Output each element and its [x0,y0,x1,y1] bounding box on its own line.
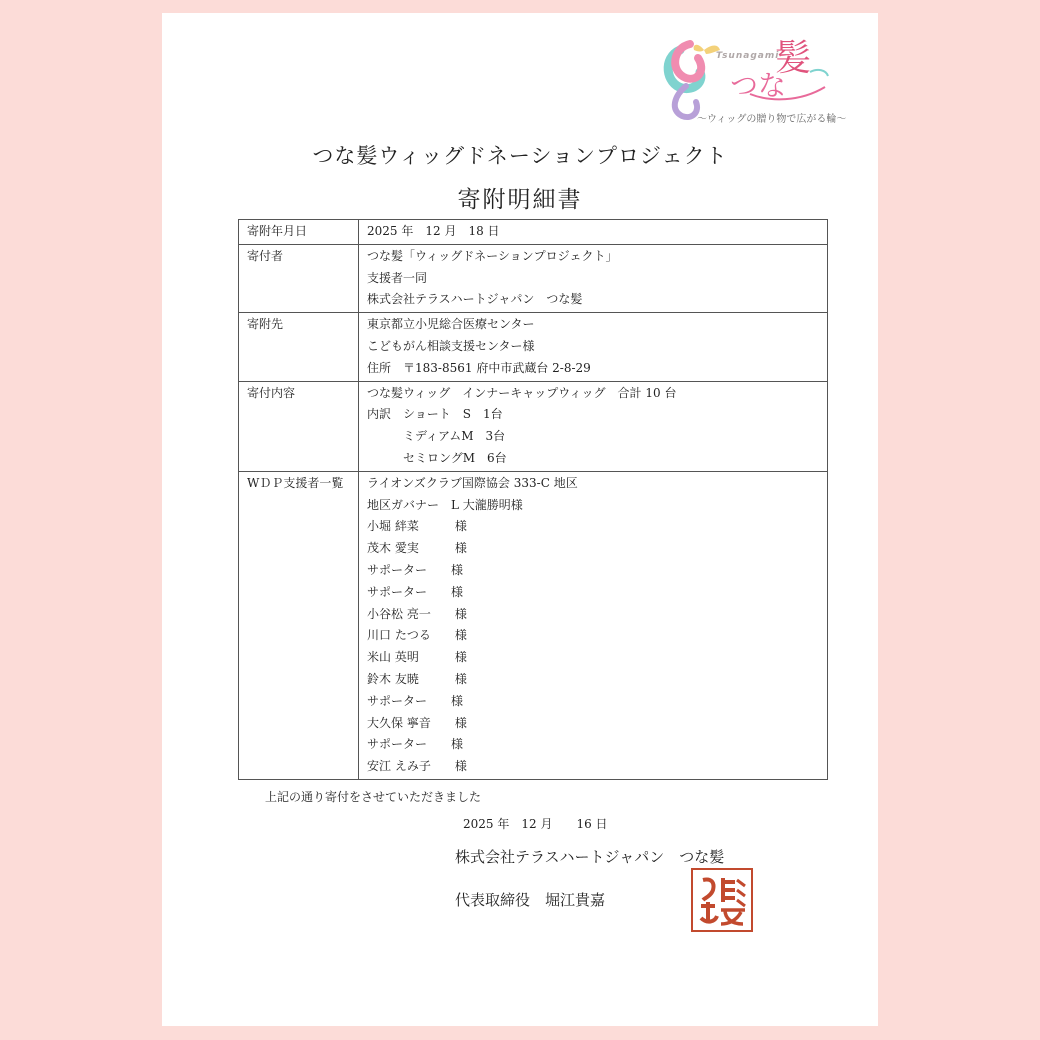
row-value [359,471,828,779]
table-row [239,313,828,381]
company-name: 株式会社テラスハートジャパン つな髪 [455,848,725,866]
value-line: 大久保 寧音 様 [367,715,467,730]
row-label: WＤＰ支援者一覧 [239,471,359,779]
value-line: 2025 年 12 月 18 日 [367,224,500,238]
table-row [239,381,828,471]
document-title: つな髪ウィッグドネーションプロジェクト [312,144,728,168]
row-value [359,381,828,471]
value-line: つな髪「ウィッグドネーションプロジェクト」 [367,248,618,263]
table-row [239,220,828,245]
table-row [239,471,828,779]
row-value [359,313,828,381]
logo-tagline: 〜ウィッグの贈り物で広がる輪〜 [697,114,847,125]
closing-statement: 上記の通り寄付をさせていただきました [265,790,482,804]
logo-small-text: Tsunagami [716,51,780,61]
value-line: サポーター 様 [367,584,464,599]
value-line: セミロングM 6台 [367,450,507,465]
row-value [359,244,828,312]
value-line: 株式会社テラスハートジャパン つな髪 [367,292,583,307]
value-line: つな髪ウィッグ インナーキャップウィッグ 合計 10 台 [367,385,677,400]
donation-details-table [238,219,828,780]
row-label: 寄付者 [239,244,359,312]
value-line: 茂木 愛実 様 [367,541,467,556]
value-line: こどもがん相談支援センター様 [367,338,535,353]
issue-date: 2025 年 12 月 16 日 [463,817,608,831]
company-seal-stamp [691,868,753,932]
table-row [239,244,828,312]
value-line: 東京都立小児総合医療センター [367,317,535,332]
value-line: ライオンズクラブ国際協会 333-C 地区 [367,475,578,490]
row-label: 寄附先 [239,313,359,381]
logo-kanji: 髪 [775,38,812,79]
value-line: サポーター 様 [367,562,464,577]
value-line: サポーター 様 [367,693,464,708]
seal-icon [695,872,749,928]
value-line: 内訳 ショート S 1台 [367,407,503,422]
value-line: 鈴木 友暁 様 [367,671,467,686]
value-line: 小谷松 亮一 様 [367,606,467,621]
value-line: 住所 〒183-8561 府中市武蔵台 2-8-29 [367,360,591,375]
value-line: サポーター 様 [367,737,464,752]
value-line: 安江 えみ子 様 [367,759,467,774]
row-label: 寄附年月日 [239,220,359,245]
value-line: 支援者一同 [367,270,428,285]
value-line: 小堀 絆菜 様 [367,519,467,534]
row-label: 寄付内容 [239,381,359,471]
value-line: 川口 たつる 様 [367,628,467,643]
document-subtitle: 寄附明細書 [457,187,583,213]
value-line: ミディアムM 3台 [367,429,506,444]
row-value [359,220,828,245]
logo-kana: つな [730,69,787,102]
representative-name: 代表取締役 堀江貴嘉 [455,891,606,909]
value-line: 米山 英明 様 [367,650,467,665]
value-line: 地区ガバナー L 大瀧勝明様 [367,497,523,512]
